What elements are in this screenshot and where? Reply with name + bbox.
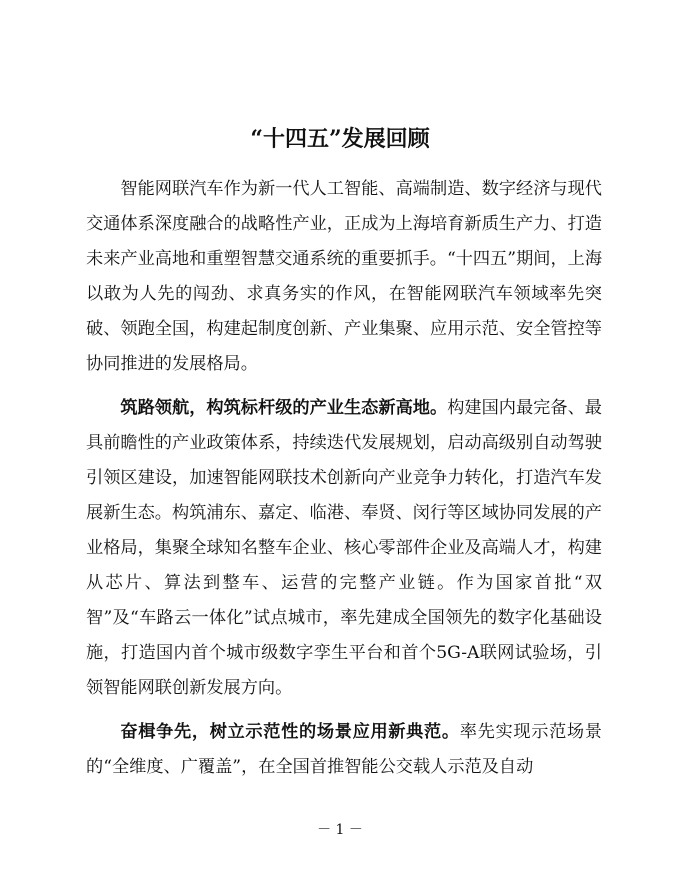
document-body [86, 172, 602, 794]
paragraph-lead: 筑路领航，构筑标杆级的产业生态新高地。 [120, 398, 448, 418]
paragraph-industry-ecosystem [86, 391, 602, 706]
page-number: － 1 － [317, 822, 363, 838]
paragraph-text: 构建国内最完备、最具前瞻性的产业政策体系，持续迭代发展规划，启动高级别自动驾驶引领区建设，加速智能网联技术创新向产业竞争力转化，打造汽车发展新生态。构筑浦东、嘉定、临港、奉贤、闵行等区域协同发展的产业格局，集聚全球知名整车企业、核心零部件企业及高端人才，构建从芯片、算法到整车、运营的完整产业链。作为国家首批“双智”及“车路云一体化”试点城市，率先建成全国领先的数字化基础设施，打造国内首个城市级数字孪生平台和首个5G-A联网试验场，引领智能网联创新发展方向。 [86, 398, 602, 698]
paragraph-intro [86, 172, 602, 382]
paragraph-scenario-application [86, 715, 602, 785]
paragraph-text: 智能网联汽车作为新一代人工智能、高端制造、数字经济与现代交通体系深度融合的战略性产业，正成为上海培育新质生产力、打造未来产业高地和重塑智慧交通系统的重要抓手。“十四五”期间，上海以敢为人先的闯劲、求真务实的作风，在智能网联汽车领域率先突破、领跑全国，构建起制度创新、产业集聚、应用示范、安全管控等协同推进的发展格局。 [86, 179, 603, 374]
page-title: “十四五”发展回顾 [250, 126, 430, 152]
paragraph-lead: 奋楫争先，树立示范性的场景应用新典范。 [120, 722, 460, 742]
paragraph-text: 率先实现示范场景的“全维度、广覆盖”，在全国首推智能公交载人示范及自动 [86, 722, 602, 777]
